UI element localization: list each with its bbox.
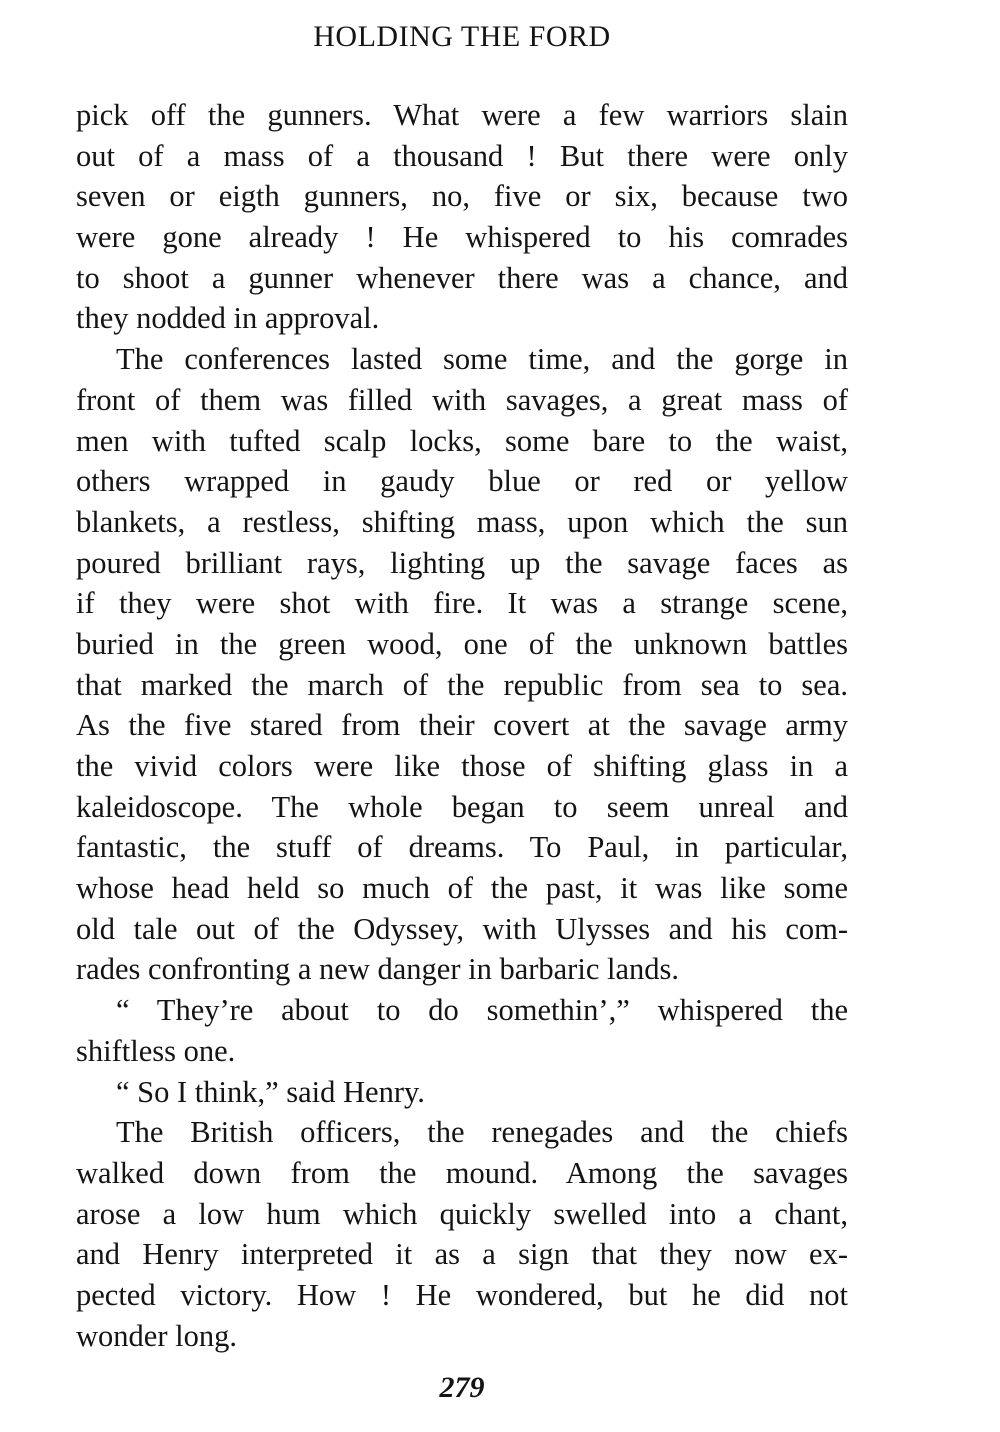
text-line: The conferences lasted some time, and the gorge in [116,342,848,377]
text-line: buried in the green wood, one of the unknown battles [76,626,848,661]
text-line: “ They’re about to do somethin’,” whispered the [116,993,848,1028]
text-line: and Henry interpreted it as a sign that they now ex- [76,1237,848,1272]
text-line: kaleidoscope. The whole began to seem unreal and [76,789,848,824]
text-line: pick off the gunners. What were a few warriors slain [76,98,848,132]
paragraph [76,339,848,990]
text-line: men with tufted scalp locks, some bare to the waist, [76,423,848,458]
text-line: whose head held so much of the past, it was like some [76,871,848,906]
text-line: to shoot a gunner whenever there was a chance, and [76,260,848,295]
text-line: As the five stared from their covert at the savage army [76,708,848,743]
text-line: were gone already ! He whispered to his comrades [76,220,848,255]
text-line: walked down from the mound. Among the savages [76,1155,848,1190]
text-line: arose a low hum which quickly swelled into a chant, [76,1196,848,1231]
page-number: 279 [439,1371,485,1404]
running-head: HOLDING THE FORD [313,20,611,53]
text-line: wonder long. [76,1318,237,1353]
text-line: rades confronting a new danger in barbaric lands. [76,952,679,987]
paragraph [76,95,848,339]
text-line: shiftless one. [76,1033,236,1068]
text-line: pected victory. How ! He wondered, but he did not [76,1277,848,1312]
text-line: if they were shot with fire. It was a strange scene, [76,586,848,621]
text-line: the vivid colors were like those of shifting glass in a [76,749,848,783]
text-line: fantastic, the stuff of dreams. To Paul, in particular, [76,830,848,865]
text-line: old tale out of the Odyssey, with Ulysses and his com- [76,911,848,946]
text-line: they nodded in approval. [76,301,380,336]
body-text [76,95,848,1356]
text-line: others wrapped in gaudy blue or red or yellow [76,464,848,499]
text-line: blankets, a restless, shifting mass, upon which the sun [76,504,848,539]
paragraph [76,990,848,1071]
text-line: that marked the march of the republic from sea to sea. [76,667,848,702]
text-line: poured brilliant rays, lighting up the savage faces as [76,545,848,580]
text-line: The British officers, the renegades and the chiefs [116,1115,848,1150]
paragraph [76,1072,848,1113]
text-line: “ So I think,” said Henry. [116,1074,425,1109]
paragraph [76,1112,848,1356]
text-line: out of a mass of a thousand ! But there were only [76,138,848,173]
text-line: front of them was filled with savages, a great mass of [76,382,848,417]
text-line: seven or eigth gunners, no, five or six, because two [76,179,848,214]
